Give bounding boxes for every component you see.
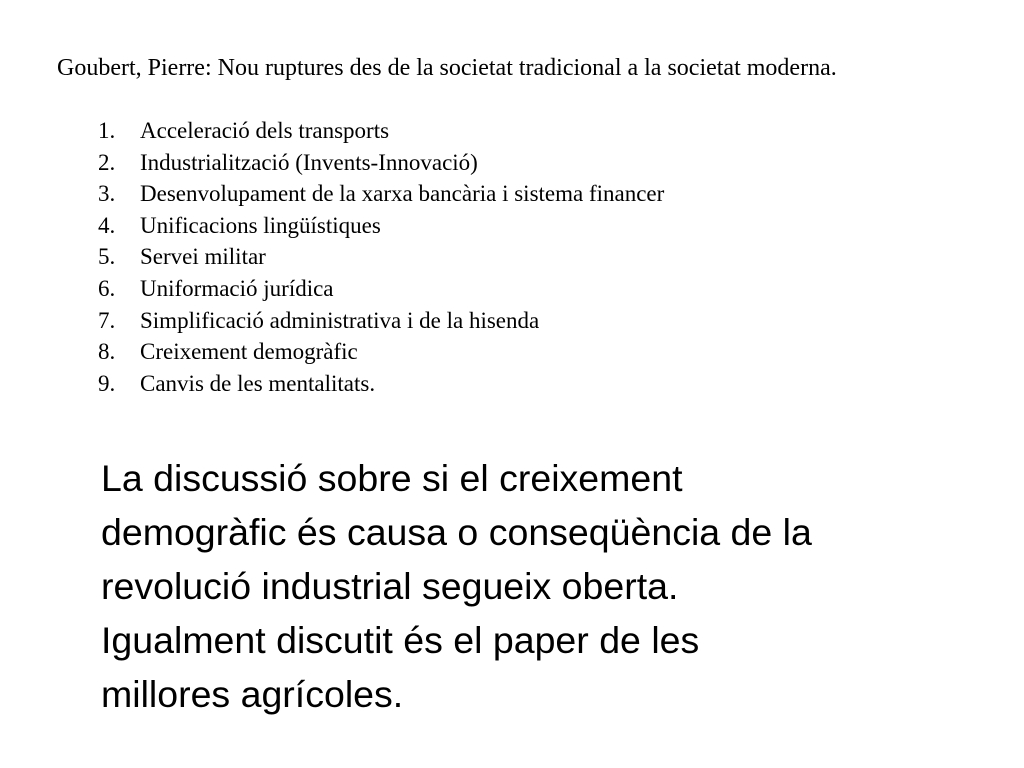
- item-text: Simplificació administrativa i de la hisenda: [140, 307, 540, 333]
- list-item: [98, 115, 664, 147]
- item-text: Unificacions lingüístiques: [140, 212, 381, 238]
- item-number: 8.: [98, 339, 116, 365]
- list-item: [98, 273, 664, 305]
- item-number: 1.: [98, 118, 116, 143]
- discussion-line: millores agrícoles.: [101, 673, 404, 715]
- item-text: Creixement demogràfic: [140, 339, 358, 365]
- item-text: Servei militar: [140, 244, 266, 270]
- item-number: 9.: [98, 370, 116, 396]
- item-text: Desenvolupament de la xarxa bancària i sistema financer: [140, 181, 665, 207]
- discussion-line: Igualment discutit és el paper de les: [101, 619, 700, 661]
- item-text: Canvis de les mentalitats.: [140, 370, 376, 396]
- item-text: Industrialització (Invents-Innovació): [140, 149, 478, 175]
- ruptures-list: [98, 115, 664, 399]
- list-item: [98, 305, 664, 337]
- list-item: [98, 368, 664, 400]
- item-text: Uniformació jurídica: [140, 275, 334, 301]
- discussion-line: La discussió sobre si el creixement: [101, 457, 683, 499]
- list-item: [98, 178, 664, 210]
- discussion-paragraph: [101, 451, 991, 721]
- discussion-line: demogràfic és causa o conseqüència de la: [101, 511, 812, 553]
- item-number: 4.: [98, 212, 116, 238]
- item-number: 5.: [98, 244, 116, 270]
- item-number: 6.: [98, 275, 116, 301]
- item-number: 7.: [98, 307, 116, 333]
- item-number: 3.: [98, 181, 116, 207]
- list-item: [98, 336, 664, 368]
- item-text: Acceleració dels transports: [140, 118, 390, 143]
- list-item: [98, 210, 664, 242]
- list-item: [98, 147, 664, 179]
- citation-heading: Goubert, Pierre: Nou ruptures des de la societat tradicional a la societat moderna.: [57, 55, 837, 81]
- discussion-line: revolució industrial segueix oberta.: [101, 565, 679, 607]
- item-number: 2.: [98, 149, 116, 175]
- list-item: [98, 241, 664, 273]
